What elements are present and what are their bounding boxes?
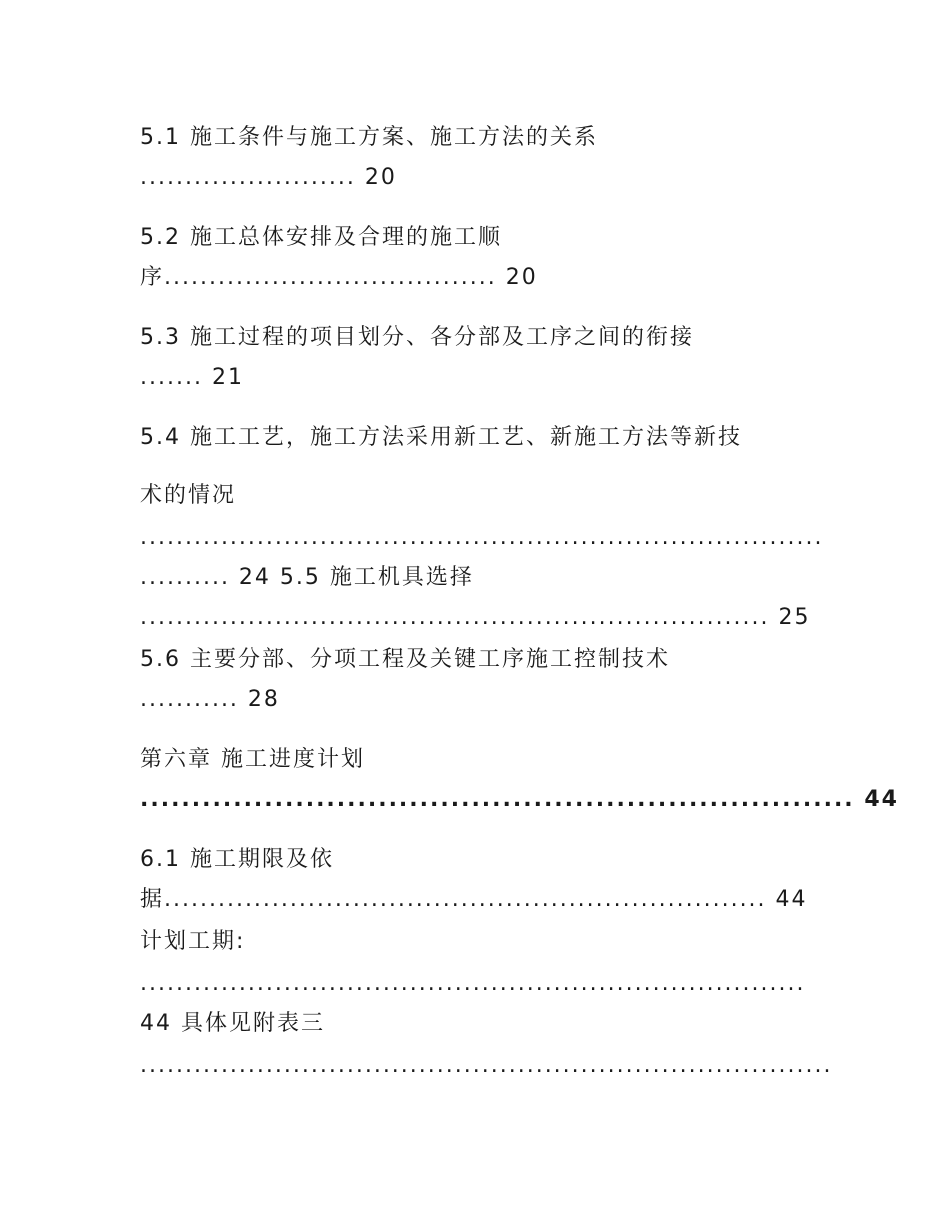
- toc-entry-5-3-page: ....... 21: [140, 365, 244, 390]
- toc-entry-5-3-title: 5.3 施工过程的项目划分、各分部及工序之间的衔接: [140, 325, 694, 350]
- toc-entry-plan-period-leader: ..........................................................................: [140, 971, 806, 996]
- toc-entry-5-6-title: 5.6 主要分部、分项工程及关键工序施工控制技术: [140, 647, 670, 672]
- toc-entry-5-2-page: 序..................................... 20: [140, 265, 538, 290]
- toc-entry-5-5-page: ...................................................................... 25: [140, 605, 811, 630]
- toc-entry-plan-period-title: 计划工期:: [140, 929, 246, 954]
- toc-entry-5-4-title: 5.4 施工工艺，施工方法采用新工艺、新施工方法等新技: [140, 425, 742, 450]
- toc-entry-5-2-title: 5.2 施工总体安排及合理的施工顺: [140, 225, 502, 250]
- toc-entry-5-4-page-and-5-5-title: .......... 24 5.5 施工机具选择: [140, 565, 474, 590]
- toc-entry-5-6-page: ........... 28: [140, 687, 280, 712]
- toc-entry-appendix-leader: .............................................................................: [140, 1053, 833, 1078]
- toc-entry-6-1-page: 据................................................................... 44: [140, 887, 808, 912]
- toc-chapter-6-title: 第六章 施工进度计划: [140, 747, 365, 772]
- toc-entry-5-1-page: ........................ 20: [140, 165, 397, 190]
- toc-entry-5-4-leader: ............................................................................: [140, 525, 824, 550]
- toc-chapter-6-page: ..................................................................... 44: [140, 787, 899, 812]
- toc-entry-5-4-title-cont: 术的情况: [140, 483, 237, 508]
- toc-entry-plan-period-page: 44 具体见附表三: [140, 1011, 325, 1036]
- toc-entry-6-1-title: 6.1 施工期限及依: [140, 847, 334, 872]
- toc-entry-5-1-title: 5.1 施工条件与施工方案、施工方法的关系: [140, 125, 598, 150]
